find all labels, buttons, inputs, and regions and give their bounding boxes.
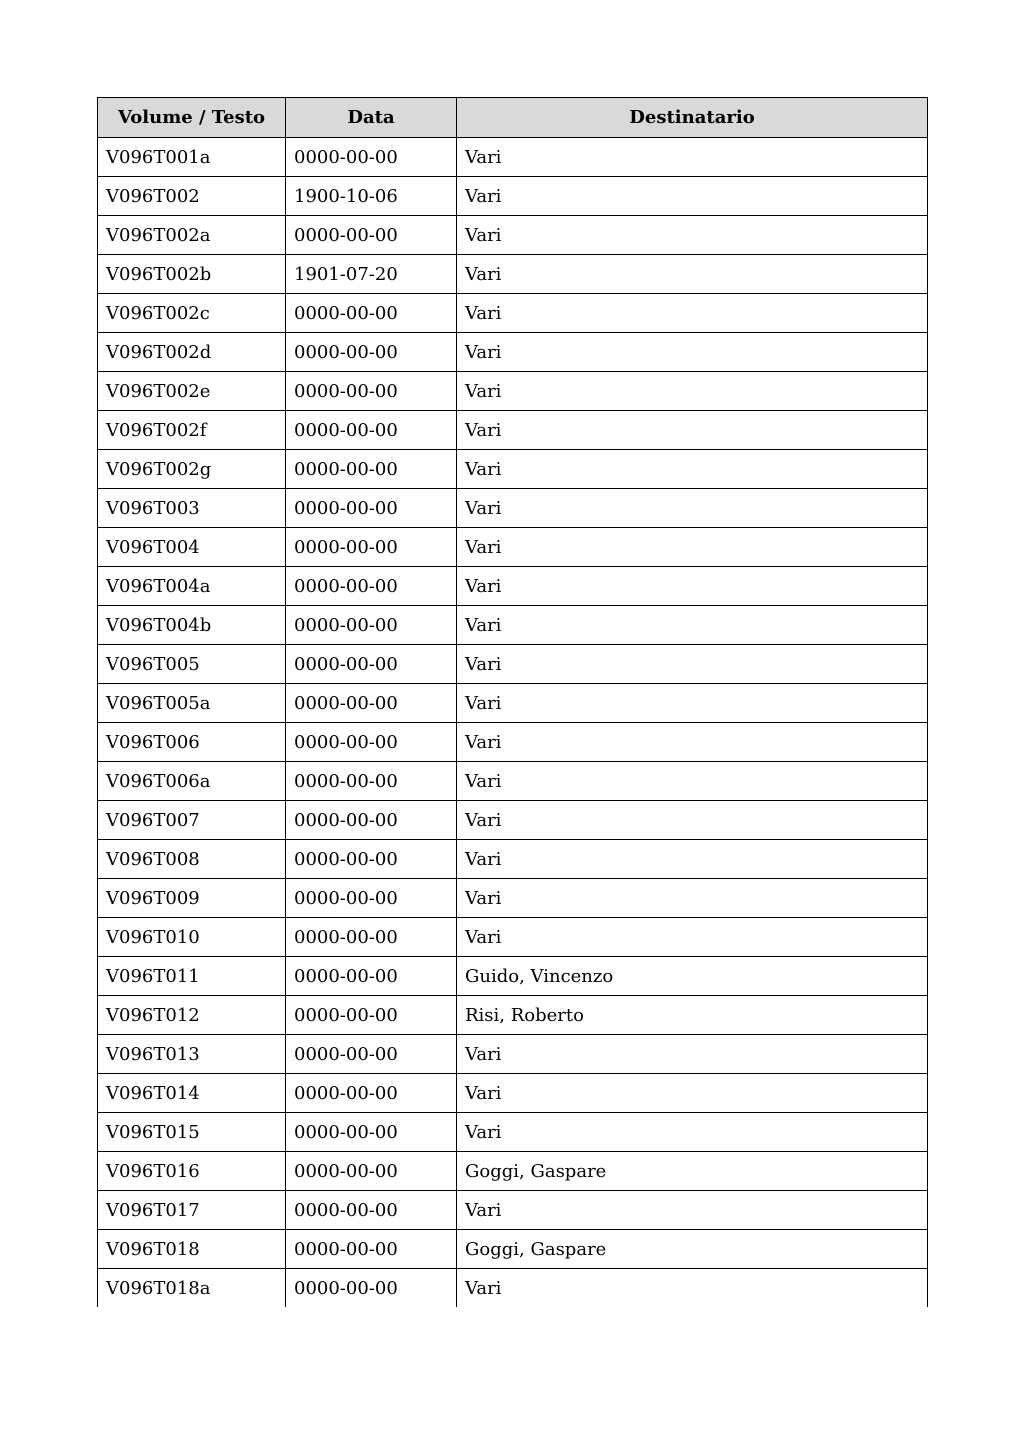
cell-destinatario: Vari [457, 723, 928, 762]
cell-data: 0000-00-00 [286, 879, 457, 918]
cell-volume-testo: V096T003 [98, 489, 286, 528]
cell-volume-testo: V096T018 [98, 1230, 286, 1269]
cell-destinatario: Vari [457, 645, 928, 684]
cell-destinatario: Vari [457, 762, 928, 801]
table-row [98, 1113, 928, 1152]
cell-volume-testo: V096T001a [98, 138, 286, 177]
cell-data: 0000-00-00 [286, 1230, 457, 1269]
cell-destinatario: Vari [457, 1269, 928, 1308]
cell-data: 0000-00-00 [286, 1191, 457, 1230]
header-destinatario: Destinatario [457, 98, 928, 138]
cell-data: 0000-00-00 [286, 918, 457, 957]
cell-destinatario: Vari [457, 918, 928, 957]
cell-destinatario: Vari [457, 255, 928, 294]
cell-destinatario: Vari [457, 372, 928, 411]
cell-data: 0000-00-00 [286, 684, 457, 723]
cell-volume-testo: V096T011 [98, 957, 286, 996]
cell-destinatario: Vari [457, 216, 928, 255]
cell-data: 0000-00-00 [286, 411, 457, 450]
cell-destinatario: Vari [457, 489, 928, 528]
cell-data: 0000-00-00 [286, 840, 457, 879]
cell-data: 0000-00-00 [286, 606, 457, 645]
cell-data: 0000-00-00 [286, 723, 457, 762]
cell-destinatario: Vari [457, 879, 928, 918]
cell-volume-testo: V096T002a [98, 216, 286, 255]
cell-data: 0000-00-00 [286, 372, 457, 411]
cell-volume-testo: V096T017 [98, 1191, 286, 1230]
cell-data: 0000-00-00 [286, 1152, 457, 1191]
cell-destinatario: Vari [457, 1035, 928, 1074]
table-row [98, 567, 928, 606]
cell-volume-testo: V096T013 [98, 1035, 286, 1074]
cell-volume-testo: V096T007 [98, 801, 286, 840]
cell-volume-testo: V096T005 [98, 645, 286, 684]
cell-data: 0000-00-00 [286, 801, 457, 840]
cell-volume-testo: V096T008 [98, 840, 286, 879]
table-row [98, 372, 928, 411]
cell-volume-testo: V096T009 [98, 879, 286, 918]
cell-destinatario: Risi, Roberto [457, 996, 928, 1035]
table-row [98, 138, 928, 177]
cell-volume-testo: V096T002f [98, 411, 286, 450]
cell-data: 0000-00-00 [286, 528, 457, 567]
cell-destinatario: Goggi, Gaspare [457, 1230, 928, 1269]
cell-destinatario: Vari [457, 606, 928, 645]
cell-data: 0000-00-00 [286, 645, 457, 684]
cell-destinatario: Vari [457, 411, 928, 450]
cell-data: 1901-07-20 [286, 255, 457, 294]
cell-data: 0000-00-00 [286, 1113, 457, 1152]
cell-destinatario: Vari [457, 801, 928, 840]
cell-volume-testo: V096T006 [98, 723, 286, 762]
cell-destinatario: Vari [457, 1113, 928, 1152]
cell-data: 0000-00-00 [286, 333, 457, 372]
cell-volume-testo: V096T014 [98, 1074, 286, 1113]
cell-destinatario: Vari [457, 450, 928, 489]
cell-data: 0000-00-00 [286, 762, 457, 801]
cell-volume-testo: V096T010 [98, 918, 286, 957]
cell-volume-testo: V096T006a [98, 762, 286, 801]
table-row [98, 1074, 928, 1113]
header-data: Data [286, 98, 457, 138]
cell-volume-testo: V096T004b [98, 606, 286, 645]
cell-data: 0000-00-00 [286, 450, 457, 489]
cell-destinatario: Vari [457, 567, 928, 606]
header-volume-testo: Volume / Testo [98, 98, 286, 138]
table-row [98, 606, 928, 645]
letters-register-table [97, 97, 928, 1307]
cell-volume-testo: V096T002e [98, 372, 286, 411]
cell-volume-testo: V096T002b [98, 255, 286, 294]
cell-destinatario: Vari [457, 177, 928, 216]
table-row [98, 489, 928, 528]
cell-destinatario: Goggi, Gaspare [457, 1152, 928, 1191]
table-row [98, 723, 928, 762]
cell-data: 0000-00-00 [286, 1074, 457, 1113]
table-row [98, 996, 928, 1035]
table-row [98, 216, 928, 255]
cell-data: 0000-00-00 [286, 996, 457, 1035]
cell-volume-testo: V096T002 [98, 177, 286, 216]
cell-volume-testo: V096T002c [98, 294, 286, 333]
table-row [98, 918, 928, 957]
cell-destinatario: Vari [457, 294, 928, 333]
table-body [98, 138, 928, 1308]
table-row [98, 450, 928, 489]
cell-volume-testo: V096T018a [98, 1269, 286, 1308]
cell-volume-testo: V096T002d [98, 333, 286, 372]
cell-volume-testo: V096T012 [98, 996, 286, 1035]
cell-volume-testo: V096T016 [98, 1152, 286, 1191]
cell-destinatario: Vari [457, 1074, 928, 1113]
cell-destinatario: Vari [457, 1191, 928, 1230]
table-row [98, 1269, 928, 1308]
header-row [98, 98, 928, 138]
table-header [98, 98, 928, 138]
table-row [98, 255, 928, 294]
table-row [98, 645, 928, 684]
cell-destinatario: Vari [457, 684, 928, 723]
table-row [98, 177, 928, 216]
cell-destinatario: Guido, Vincenzo [457, 957, 928, 996]
table-row [98, 333, 928, 372]
cell-data: 0000-00-00 [286, 567, 457, 606]
table-row [98, 1035, 928, 1074]
table-row [98, 684, 928, 723]
cell-volume-testo: V096T015 [98, 1113, 286, 1152]
table-row [98, 801, 928, 840]
cell-data: 0000-00-00 [286, 489, 457, 528]
table-row [98, 957, 928, 996]
table-row [98, 840, 928, 879]
cell-volume-testo: V096T004 [98, 528, 286, 567]
cell-data: 0000-00-00 [286, 216, 457, 255]
cell-volume-testo: V096T004a [98, 567, 286, 606]
table-row [98, 1191, 928, 1230]
table-row [98, 1152, 928, 1191]
cell-data: 0000-00-00 [286, 957, 457, 996]
cell-destinatario: Vari [457, 138, 928, 177]
cell-data: 0000-00-00 [286, 294, 457, 333]
table-row [98, 762, 928, 801]
table-row [98, 1230, 928, 1269]
cell-volume-testo: V096T005a [98, 684, 286, 723]
cell-data: 0000-00-00 [286, 138, 457, 177]
cell-data: 0000-00-00 [286, 1269, 457, 1308]
table-row [98, 411, 928, 450]
cell-destinatario: Vari [457, 333, 928, 372]
cell-data: 0000-00-00 [286, 1035, 457, 1074]
table-row [98, 528, 928, 567]
table-row [98, 294, 928, 333]
cell-destinatario: Vari [457, 528, 928, 567]
cell-data: 1900-10-06 [286, 177, 457, 216]
table-row [98, 879, 928, 918]
cell-destinatario: Vari [457, 840, 928, 879]
cell-volume-testo: V096T002g [98, 450, 286, 489]
